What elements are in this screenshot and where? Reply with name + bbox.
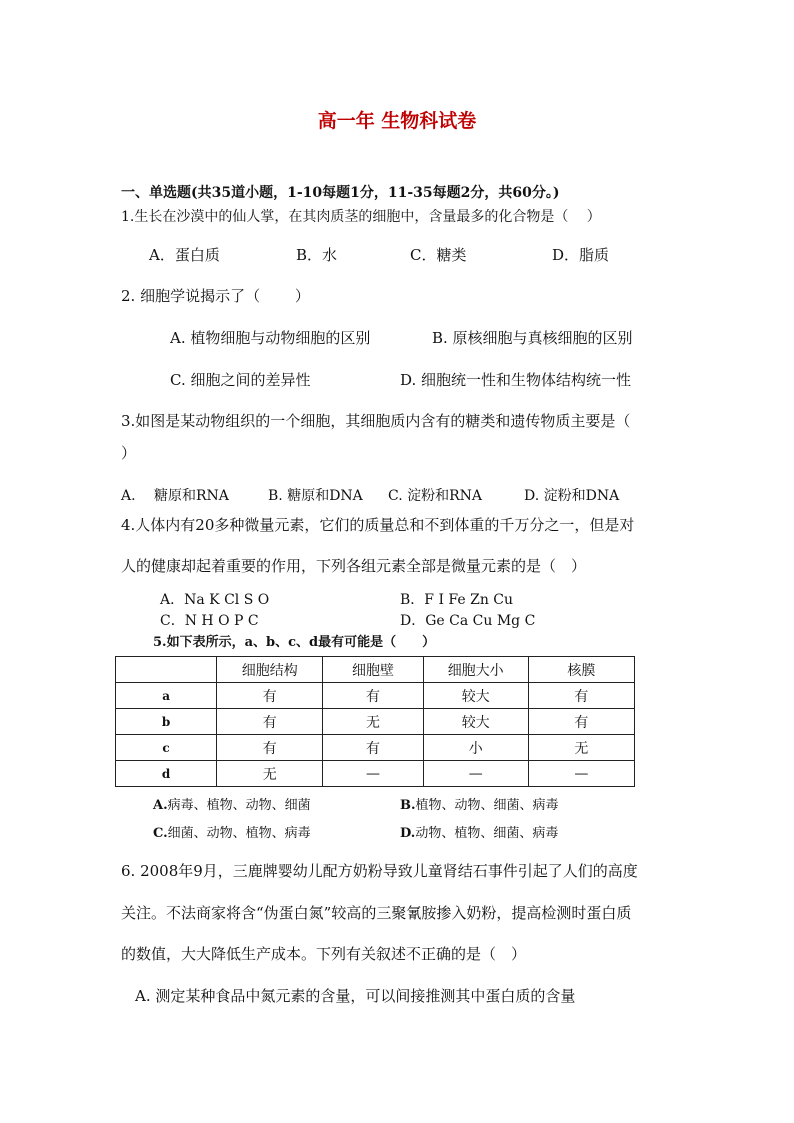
option-letter: C. <box>153 826 168 841</box>
table-row-label: b <box>116 709 217 735</box>
question-1-stem: 1.生长在沙漠中的仙人掌，在其肉质茎的细胞中，含量最多的化合物是（ ） <box>121 209 601 225</box>
table-cell: 有 <box>217 709 323 735</box>
table-cell: 较大 <box>423 709 528 735</box>
question-4-option-b: B．F I Fe Zn Cu <box>400 592 514 608</box>
question-6-option-a: A. 测定某种食品中氮元素的含量，可以间接推测其中蛋白质的含量 <box>135 987 576 1005</box>
table-cell: 有 <box>217 735 323 761</box>
table-row <box>116 761 635 787</box>
question-1-option-c: C．糖类 <box>410 246 467 264</box>
table-row <box>116 735 635 761</box>
table-cell: — <box>528 761 634 787</box>
question-1-option-b: B．水 <box>296 246 338 264</box>
table-cell: 有 <box>528 683 634 709</box>
table-cell: 较大 <box>423 683 528 709</box>
page-title: 高一年 生物科试卷 <box>317 110 477 132</box>
table-cell: 有 <box>217 683 323 709</box>
table-header-cell <box>116 657 217 683</box>
table-row-label: d <box>116 761 217 787</box>
table-cell: 有 <box>323 683 423 709</box>
question-3-stem-line-1: 3.如图是某动物组织的一个细胞，其细胞质内含有的糖类和遗传物质主要是（ <box>121 412 631 430</box>
table-cell: 无 <box>323 709 423 735</box>
option-letter: A. <box>153 798 168 813</box>
question-4-option-d: D．Ge Ca Cu Mg C <box>400 613 536 629</box>
table-cell: 无 <box>217 761 323 787</box>
question-2-option-d: D. 细胞统一性和生物体结构统一性 <box>400 371 632 389</box>
table-cell: 有 <box>528 709 634 735</box>
table-header-cell: 细胞大小 <box>423 657 528 683</box>
question-2-option-c: C. 细胞之间的差异性 <box>170 371 311 389</box>
question-4-option-a: A．Na K Cl S O <box>160 592 270 608</box>
option-text: 植物、动物、细菌、病毒 <box>415 798 559 813</box>
table-row-label: c <box>116 735 217 761</box>
question-5-option-a <box>153 794 311 813</box>
table-row-label: a <box>116 683 217 709</box>
question-5-table <box>115 656 635 787</box>
option-letter: B. <box>400 798 416 813</box>
option-text: 病毒、植物、动物、细菌 <box>167 798 311 813</box>
question-5-option-b <box>400 794 559 813</box>
table-cell: 无 <box>528 735 634 761</box>
table-header-row <box>116 657 635 683</box>
question-6-line-2: 关注。不法商家将含“伪蛋白氮”较高的三聚氰胺掺入奶粉，提高检测时蛋白质 <box>121 904 632 922</box>
table-header-cell: 细胞壁 <box>323 657 423 683</box>
option-text: 细菌、动物、植物、病毒 <box>167 826 311 841</box>
table-cell: — <box>423 761 528 787</box>
question-2-option-b: B. 原核细胞与真核细胞的区别 <box>432 329 633 347</box>
question-2-option-a: A. 植物细胞与动物细胞的区别 <box>170 329 371 347</box>
question-5-option-d <box>400 822 558 841</box>
question-4-stem-line-1: 4.人体内有20多种微量元素，它们的质量总和不到体重的千万分之一，但是对 <box>121 516 635 534</box>
table-cell: 小 <box>423 735 528 761</box>
table-row <box>116 683 635 709</box>
table-header-cell: 核膜 <box>528 657 634 683</box>
question-4-stem-line-2: 人的健康却起着重要的作用，下列各组元素全部是微量元素的是（ ） <box>121 557 587 575</box>
question-2-stem: 2. 细胞学说揭示了（ ） <box>121 287 310 305</box>
table-cell: 有 <box>323 735 423 761</box>
question-6-line-3: 的数值，大大降低生产成本。下列有关叙述不正确的是（ ） <box>121 945 527 963</box>
question-1-option-a: A．蛋白质 <box>149 246 220 264</box>
table-header-cell: 细胞结构 <box>217 657 323 683</box>
option-letter: D. <box>400 826 416 841</box>
question-3-option-c: C. 淀粉和RNA <box>388 488 483 504</box>
question-4-option-c: C．N H O P C <box>160 613 259 629</box>
question-5-stem: 5.如下表所示，a、b、c、d最有可能是（ ） <box>153 635 436 650</box>
question-3-option-a: A. 糖原和RNA <box>121 488 229 504</box>
question-5-option-c <box>153 822 311 841</box>
table-row <box>116 709 635 735</box>
question-6-line-1: 6. 2008年9月，三鹿牌婴幼儿配方奶粉导致儿童肾结石事件引起了人们的高度 <box>121 862 638 880</box>
question-3-option-b: B. 糖原和DNA <box>268 488 363 504</box>
option-text: 动物、植物、细菌、病毒 <box>415 826 559 841</box>
question-3-stem-line-2: ） <box>121 444 137 462</box>
table-cell: — <box>323 761 423 787</box>
section-heading: 一、单选题(共35道小题，1-10每题1分，11-35每题2分，共60分。) <box>121 185 560 201</box>
question-3-option-d: D. 淀粉和DNA <box>524 488 620 504</box>
question-1-option-d: D．脂质 <box>552 246 610 264</box>
